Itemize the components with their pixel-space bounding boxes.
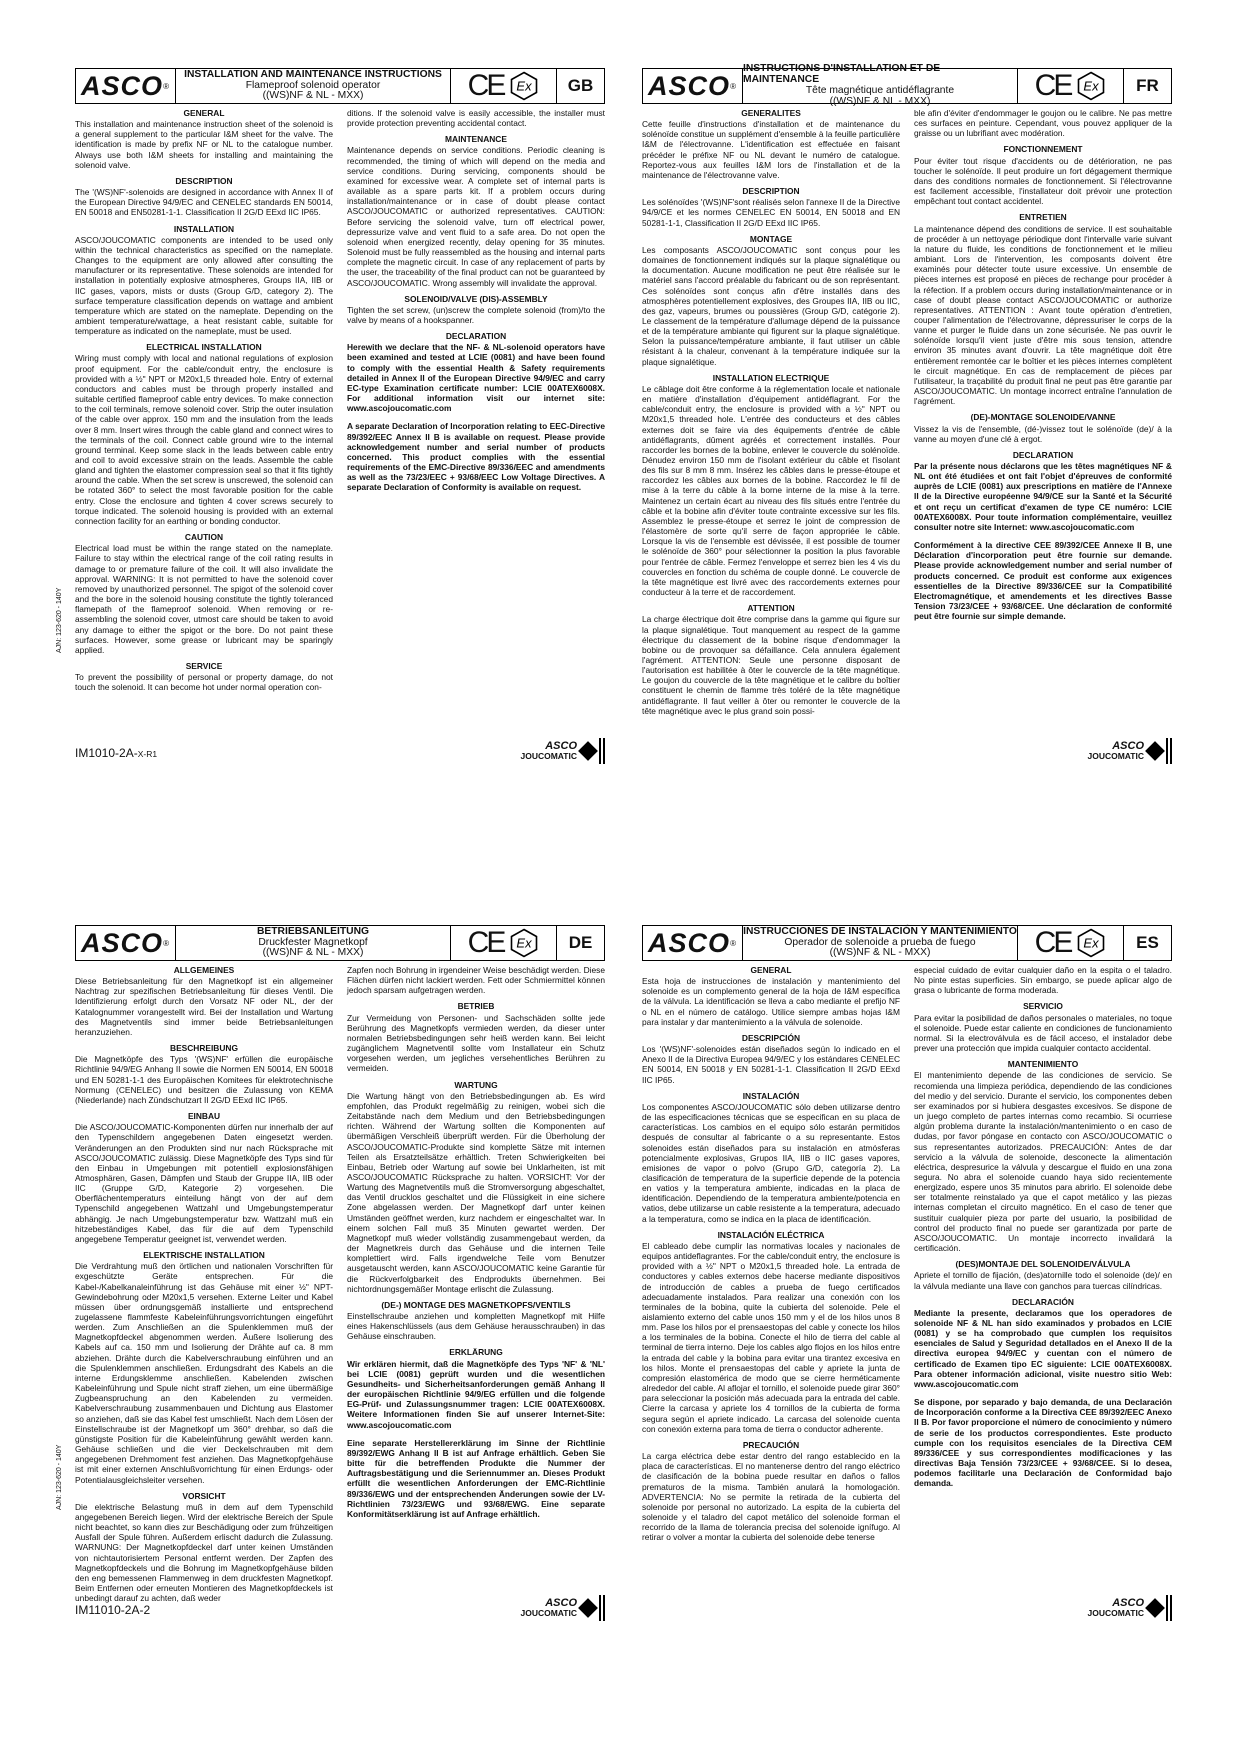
asco-logo-text: ASCO (81, 70, 164, 101)
section-heading: INSTALLATION ELECTRIQUE (712, 372, 830, 383)
body-paragraph: La charge électrique doit être comprise dans la gamme qui figure sur la plaque signalétique. Tout manquement au respect de la gamme électrique du classement de la bobine risque d'endommager la bobine ou de provoquer sa défaillance. Cela annulera également l'agrément. ATTENTION: Seule une personne disposant de l'autorisation est habilitée à ôter le couvercle de la tête magnétique. Le goujon du couvercle de la tête magnétique et le calibre du boîtier constituent le chemin de flamme très toléré de la tête magnétique antidéflagrante. Il faut veiller à ôter ou remonter le couvercle de la tête magnétique avec le plus grand soin possi- (642, 614, 900, 716)
text-columns (642, 108, 1172, 748)
registered-mark: ® (730, 938, 737, 948)
body-paragraph: This installation and maintenance instruction sheet of the solenoid is a general supplement to the particular I&M sheet for the valve. The identification is made by prefix NF or NL to the catalogue number. Always use both I&M sheets for installing and maintaining the solenoid valve. (75, 119, 333, 170)
body-paragraph: Electrical load must be within the range stated on the nameplate. Failure to stay within the electrical range of the coil rating results in damage to or premature failure of the coil. It will also invalidate the approval. WARNING: It is not permitted to have the solenoid cover removed by unauthorized personnel. The spigot of the solenoid cover and the bore in the solenoid housing constitute the tightly toleranced flamepath of the flameproof solenoid. When removing or re-assembling the solenoid cover, utmost care should be taken to avoid any damage to either the spigot or the bore. Do not paint these surfaces. However, some grease or lubricant may be sparingly applied. (75, 543, 333, 655)
text-columns (75, 965, 605, 1605)
logo-diamond-icon (1145, 741, 1165, 761)
section-heading: INSTALACIÓN (742, 1090, 800, 1101)
header-title (176, 926, 450, 960)
language-code: FR (1123, 69, 1171, 103)
quadrant-fr (642, 63, 1172, 833)
header-model: ((WS)NF & NL - MXX) (829, 947, 931, 959)
logo-asco-small: ASCO (545, 1597, 577, 1610)
ex-hexagon-icon (1076, 928, 1106, 958)
language-code: DE (556, 926, 604, 960)
doc-revision: X-R1 (137, 749, 158, 759)
text-column-2 (347, 965, 605, 1605)
quadrant-es (642, 925, 1172, 1690)
section-heading: GENERAL (183, 108, 225, 118)
certification-marks (1017, 69, 1123, 103)
registered-mark: ® (163, 81, 170, 91)
body-paragraph: Apriete el tornillo de fijación, (des)atornille todo el solenoide (de)/ en la válvula mediante una llave con ganchos para tuercas cilíndricas. (914, 1270, 1172, 1291)
joucomatic-logo-text (520, 741, 577, 761)
declaration-paragraph: Eine separate Herstellererklärung im Sinne der Richtlinie 89/392/EWG Anhang II B ist auf Anfrage erhältlich. Geben Sie bitte für die betreffenden Produkte die Nummer der Auftragsbestätigung und die Seriennummer an. Dieses Produkt erfüllt die wesentlichen Anforderungen der EMC-Richtlinie 89/336/EWG und der entsprechenden Änderungen sowie der LV-Richtlinien 73/23/EWG und 93/68/EWG. Eine separate Konformitätserklärung ist auf Anfrage erhältlich. (347, 1437, 605, 1519)
vertical-code: AJN: 123-620 - 140Y (56, 1444, 63, 1510)
header-subtitle: Tête magnétique antidéflagrante (805, 85, 955, 96)
section-heading: (DES)MONTAJE DEL SOLENOIDE/VÁLVULA (955, 1259, 1131, 1270)
declaration-paragraph: Herewith we declare that the NF- & NL-solenoid operators have been examined and tested at LCIE (0081) and have been found to comply with the essential Health & Safety requirements detailed in Annex II of the European Directive 94/9/EC and carry EC-type Examination certificate number: LCIE 00ATEX6008X. For additional information visit our internet site: www.ascojoucomatic.com (347, 342, 605, 414)
header-title (176, 69, 450, 103)
joucomatic-logo (1087, 738, 1172, 764)
declaration-paragraph: Conformément à la directive CEE 89/392/CEE Annexe II B, une Déclaration d'incorporation peut être fournie sur demande. Please provide acknowledgement number and serial number of products concerned. Ce produit est conforme aux exigences essentielles de la Directive 89/336/CEE sur la Compatibilité Electromagnétique, et amendements et les directives Basse Tension 73/23/CEE + 93/68/CEE. Une déclaration de conformité peut être fournie sur simple demande. (914, 540, 1172, 622)
header-title-main: BETRIEBSANLEITUNG (256, 925, 370, 937)
ex-mark-text: Ex (1083, 935, 1099, 951)
section-heading: BESCHREIBUNG (170, 1043, 238, 1054)
section-heading: DECLARATION (445, 331, 507, 342)
logo-bars-icon (599, 1595, 605, 1621)
section-heading: MONTAGE (749, 233, 793, 244)
text-column-2 (914, 108, 1172, 748)
ex-hexagon-icon (509, 928, 539, 958)
ex-mark-text: Ex (516, 78, 532, 94)
doc-number: IM11010-2A-2 (75, 1603, 151, 1617)
body-paragraph: Maintenance depends on service conditions. Periodic cleaning is recommended, the timing of which will depend on the media and service conditions. During servicing, components should be examined for excessive wear. A complete set of internal parts is available as a spare parts kit. If a problem occurs during installation/maintenance or in case of doubt please contact ASCO/JOUCOMATIC or authorized representatives. CAUTION: Before servicing the solenoid valve, turn off electrical power, depressurize valve and vent fluid to a safe area. Do not open the solenoid when energized recently, delay opening for 35 minutes. Solenoid must be fully reassembled as the housing and internal parts complete the magnetic circuit. In case of any replacement of parts by the user, the traceability of the final product can not be guaranteed by ASCO/JOUCOMATIC. Wrong assembly will invalidate the approval. (347, 145, 605, 288)
footer (75, 738, 605, 768)
ce-mark-icon: CE (1034, 69, 1071, 102)
body-paragraph: Die Verdrahtung muß den örtlichen und nationalen Vorschriften für exgeschützte Geräte entsprechen. Für die Kabel-/Kabelkanaleinführung ist das Gehäuse mit einer ½" NPT-Gewindebohrung oder M20x1,5 versehen. Externe Leiter und Kabel müssen über ordnungsgemäß installierte und entsprechend zugelassene flammfeste Kabeleinführungsvorrichtungen eingeführt werden. Zum Anschließen an die Spulenklemmen muß der Magnetkopfdeckel abgenommen werden. Äußere Isolierung des Kabels auf ca. 150 mm und Isolierung der Drähte auf ca. 8 mm abziehen. Drähte durch die Kabelverschraubung einführen und an die Spulenklemmen anschließen. Erdungsdraht des Kabels an die interne Erdungsklemme anschließen. Kabelenden zwischen Kabeleinführung und Spule nicht straff ziehen, um eine übermäßige Zugbeanspruchung an den Kabelenden zu vermeiden. Kabelverschraubung zusammenbauen und Dichtung aus Elastomer so anziehen, daß sie das Kabel fest umschließt. Nach dem Lösen der Einstellschraube ist der Magnetkopf um 360° drehbar, so daß die günstigste Position für die Kabeleinführung gewählt werden kann. Gehäuse schließen und die vier Deckelschrauben mit dem angegebenen Drehmoment fest anziehen. Das Magnetkopfgehäuse ist mit einer externen Anschlußvorrichtung für einen Erdungs- oder Potentialausgleichsleiter versehen. (75, 1261, 333, 1485)
section-heading: WARTUNG (454, 1079, 498, 1090)
declaration-paragraph: Se dispone, por separado y bajo demanda, de una Declaración de Incorporación conforme a la Directiva CEE 89/392/EEC Anexo II B. Por favor proporcione el número de conocimiento y número de serie de los productos correspondientes. Este producto cumple con los requisitos esenciales de la Directiva CEM 89/336/CEE y sus correspondientes modificaciones y las directivas Baja Tensión 73/23/CEE + 93/68/CEE. Si lo desea, podemos facilitarle una Declaración de Conformidad bajo demanda. (914, 1397, 1172, 1489)
text-column-2 (347, 108, 605, 748)
declaration-paragraph: A separate Declaration of Incorporation relating to EEC-Directive 89/392/EEC Annex II B is available on request. Please provide acknowledgement number and serial number of products concerned. This product complies with the essential requirements of the EMC-Directive 89/336/EEC and amendments as well as the 73/23/EEC + 93/68/EEC Low Voltage Directives. A separate Declaration of Conformity is available on request. (347, 421, 605, 493)
header-title-main: INSTRUCCIONES DE INSTALACIÓN Y MANTENIMIENTO (743, 925, 1017, 937)
text-column-1 (642, 108, 900, 748)
declaration-paragraph: Par la présente nous déclarons que les têtes magnétiques NF & NL ont été étudiées et ont fait l'objet d'épreuves de conformité auprès de LCIE (0081) aux prescriptions en matière de l'Annexe II de la Directive européenne 94/9/CE sur la Santé et la Sécurité et ont reçu un certificat d'examen de type CE numéro: LCIE 00ATEX6008X. Pour toute information complémentaire, veuillez consulter notre site Internet: www.ascojoucomatic.com (914, 461, 1172, 532)
body-paragraph: Cette feuille d'instructions d'installation et de maintenance du solénoïde constitue un supplément d'ensemble à la feuille particulière I&M de l'électrovanne. L'identification est effectuée en faisant précéder le préfixe NF ou NL devant le numéro de catalogue. Reportez-vous aux feuilles I&M lors de l'installation et de la maintenance de l'électrovanne valve. (642, 119, 900, 180)
logo-joucomatic: JOUCOMATIC (1087, 751, 1144, 762)
logo-diamond-icon (578, 1598, 598, 1618)
text-columns (642, 965, 1172, 1605)
document-reference (75, 746, 157, 760)
section-heading: SERVICE (185, 660, 223, 671)
footer (642, 738, 1172, 768)
joucomatic-logo (1087, 1595, 1172, 1621)
section-heading: DESCRIPTION (742, 186, 800, 197)
section-heading: ATTENTION (747, 603, 795, 614)
asco-logo (76, 926, 176, 960)
logo-bars-icon (1166, 738, 1172, 764)
section-heading: INSTALACIÓN ELÉCTRICA (717, 1229, 825, 1240)
header-title (743, 926, 1017, 960)
header-box (642, 63, 1172, 107)
section-heading: SERVICIO (1023, 1001, 1063, 1012)
body-paragraph: Wiring must comply with local and national regulations of explosion proof equipment. For the cable/conduit entry, the enclosure is provided with a ½" NPT or M20x1,5 threaded hole. Entry of external conductors and cables must be through properly installed and suitable certified flameproof cable entry devices. To make connection to the coil terminals, remove solenoid cover. Strip the outer insulation of the cable over approx. 150 mm and the insulation from the leads over 8 mm. Insert wires through the cable gland and connect wires to the terminals of the coil. Connect cable ground wire to the internal ground terminal. Keep some slack in the leads between cable entry and coil to avoid excessive strain on the leads. Assemble the cable gland and tighten the elastomer compression seal so that it fits tightly around the cable. When the set screw is unscrewed, the solenoid can be rotated 360° to select the most favorable position for the cable entry. Close the enclosure and tighten 4 cover screws securely to torque indicated. The solenoid housing is provided with an external connection facility for an earthing or bonding conductor. (75, 353, 333, 526)
body-paragraph: ASCO/JOUCOMATIC components are intended to be used only within the technical characteristics as specified on the nameplate. Changes to the equipment are only allowed after consulting the manufacturer or its representative. These solenoids are intended for installation in potentially explosive atmospheres, Groups IIA, IIB or IIC gases, vapors, mists or dusts (Group G/D, category 2). The surface temperature classification depends on wattage and ambient temperature which are stated on the nameplate. Depending on the ambient temperature/wattage, a heat resistant cable, suitable for temperature as indicated on the nameplate, must be used. (75, 234, 333, 337)
header-box (75, 68, 605, 104)
header-title-main: INSTALLATION AND MAINTENANCE INSTRUCTIONS (184, 68, 442, 80)
text-columns (75, 108, 605, 748)
header-subtitle: Flameproof solenoid operator (245, 79, 381, 91)
logo-joucomatic: JOUCOMATIC (520, 1608, 577, 1619)
body-paragraph: Les solénoïdes '(WS)NF'sont réalisés selon l'annexe II de la Directive 94/9/CE et les normes CENELEC EN 50014, EN 50018 and EN 50281-1-1, Classification II 2G/D EExd IIC IP65. (642, 197, 900, 228)
document-reference (75, 1603, 150, 1617)
section-heading: FONCTIONNEMENT (1003, 144, 1083, 155)
section-heading: INSTALLATION (173, 223, 235, 234)
logo-diamond-icon (1145, 1598, 1165, 1618)
section-heading: MANTENIMIENTO (1007, 1059, 1079, 1070)
asco-logo (76, 69, 176, 103)
section-heading: DECLARACIÓN (1012, 1296, 1074, 1307)
body-paragraph: The '(WS)NF'-solenoids are designed in accordance with Annex II of the European Directive 94/9/EC and CENELEC standards EN 50014, EN 50018 and EN50281-1-1. Classification II 2G/D EExd IIC IP65. (75, 187, 333, 218)
body-paragraph: Pour éviter tout risque d'accidents ou de détérioration, ne pas toucher le solénoïde. Il peut produire un fort dégagement thermique dans des conditions normales de fonctionnement. Si l'électrovanne est facilement accessible, l'installateur doit prévoir une protection empêchant tout contact accidentel. (914, 155, 1172, 207)
section-heading: MAINTENANCE (445, 134, 507, 145)
ex-hexagon-icon (509, 71, 539, 101)
body-paragraph: ditions. If the solenoid valve is easily accessible, the installer must provide protection preventing accidental contact. (347, 108, 605, 129)
section-heading: ELEKTRISCHE INSTALLATION (143, 1250, 265, 1261)
body-paragraph: El mantenimiento depende de las condiciones de servicio. Se recomienda una limpieza periódica, dependiendo de las condiciones del medio y del servicio. Durante el servicio, los componentes deben ser examinados por si hubiera desgastes excesivos. Se dispone de un juego completo de partes internas como recambio. Si ocurriese algún problema durante la instalación/mantenimiento o en caso de dudas, por favor póngase en contacto con ASCO/JOUCOMATIC o sus representantes autorizados. PRECAUCIÓN: Antes de dar servicio a la válvula de solenoide, desconecte la alimentación eléctrica, despresurice la válvula y descargue el fluido en una zona segura. No abra el solenoide cuando haya sido recientemente energizado, espere unos 35 minutos para abrirlo. El solenoide debe ser totalmente reinstalado ya que el capot metálico y las piezas internas completan el circuito magnético. En el caso de tener que sustituir cualquier pieza por parte del usuario, la posibilidad de control del producto final no puede ser garantizada por parte de ASCO/JOUCOMATIC. Un montaje incorrecto invalidará la certificación. (914, 1070, 1172, 1254)
body-paragraph: Zapfen noch Bohrung in irgendeiner Weise beschädigt werden. Diese Flächen dürfen nicht lackiert werden. Fett oder Schmiermittel können jedoch sparsam aufgetragen werden. (347, 965, 605, 996)
section-heading: SOLENOID/VALVE (DIS)-ASSEMBLY (404, 293, 548, 304)
logo-asco-small: ASCO (1112, 740, 1144, 753)
asco-logo (643, 926, 743, 960)
body-paragraph: Zur Vermeidung von Personen- und Sachschäden sollte jede Berührung des Magnetkopfs vermieden werden, da dieser unter normalen Betriebsbedingungen sehr heiß werden kann. Bei leicht zugänglichem Magnetventil sollte vom Installateur ein Schutz vorgesehen werden, um jegliches versehentliches Berühren zu vermeiden. (347, 1012, 605, 1074)
vertical-code: AJN: 123-620 - 140Y (56, 587, 63, 653)
header-subtitle: Druckfester Magnetkopf (258, 936, 368, 948)
section-heading: DESCRIPCIÓN (741, 1032, 801, 1043)
doc-number: IM1010-2A- (75, 746, 138, 760)
joucomatic-logo-text (1087, 741, 1144, 761)
section-heading: EINBAU (187, 1111, 221, 1122)
logo-bars-icon (1166, 1595, 1172, 1621)
section-heading: DESCRIPTION (175, 175, 233, 186)
logo-diamond-icon (578, 741, 598, 761)
header-model: ((WS)NF & NL - MXX) (262, 947, 364, 959)
text-column-1 (642, 965, 900, 1605)
asco-logo (643, 69, 743, 103)
logo-joucomatic: JOUCOMATIC (1087, 1608, 1144, 1619)
body-paragraph: Los '(WS)NF'-solenoides están diseñados según lo indicado en el Anexo II de la Directiva Europea 94/9/EC y los estándares CENELEC EN 50014, EN 50018 y EN 50281-1-1. Classification II 2G/D EExd IIC IP65. (642, 1044, 900, 1085)
body-paragraph: Einstellschraube anziehen und kompletten Magnetkopf mit Hilfe eines Hakenschlüssels (aus dem Gehäuse herausschrauben) in das Gehäuse einschrauben. (347, 1311, 605, 1342)
footer (75, 1595, 605, 1625)
section-heading: GENERAL (750, 965, 792, 975)
header-title-main: INSTRUCTIONS D'INSTALLATION ET DE MAINTENANCE (743, 63, 941, 86)
text-column-1 (75, 108, 333, 748)
section-heading: (DE-) MONTAGE DES MAGNETKOPFS/VENTILS (381, 1299, 571, 1310)
header-box (642, 925, 1172, 961)
body-paragraph: Die Magnetköpfe des Typs '(WS)NF' erfüllen die europäische Richtlinie 94/9/EG Anhang II sowie die Normen EN 50014, EN 50018 und EN 50281-1-1 des Europäischen Komitees für elektrotechnische Normung (CENELEC) und besitzen die Zulassung von KEMA (Niederlande) nach Zündschutzart II 2G/D EExd IIC IP65. (75, 1054, 333, 1105)
language-code: ES (1123, 926, 1171, 960)
text-column-1 (75, 965, 333, 1605)
body-paragraph: Le câblage doit être conforme à la réglementation locale et nationale en matière d'installation d'équipement antidéflagrant. For the cable/conduit entry, the enclosure is provided with a ½" NPT ou M20x1,5 threaded hole. L'entrée des conducteurs et des câbles externes doit se faire via des équipements d'entrée de câble antidéflagrants, dûment agréés et correctement installés. Pour raccorder les bornes de la bobine, enlever le couvercle du solénoïde. Dénudez environ 150 mm de l'isolant extérieur du câble et l'isolant des fils sur 8 mm 8 mm. Insérez les câbles dans le presse-étoupe et raccordez les câbles aux bornes de la bobine. Raccordez le fil de mise à la terre du câble à la borne interne de la mise à la terre. Maintenez un certain écart au niveau des fils situés entre l'entrée du câble et la bobine afin d'éviter toute contrainte excessive sur les fils. Assemblez le presse-étoupe et serrez le joint de compression de l'élastomère de sorte qu'il serre de façon appropriée le câble. Lorsque la vis de l'ensemble est dévissée, il est possible de tourner le solénoïde de 360° pour sélectionner la position la plus favorable pour l'entrée de câble. Fermez l'enveloppe et serrez bien les 4 vis du couvercles en fonction du schéma de couple donné. Le couvercle de la tête magnétique est livré avec des raccordements externes pour conducteur à la terre et de raccordement. (642, 383, 900, 598)
language-code: GB (556, 69, 604, 103)
body-paragraph: Esta hoja de instrucciones de instalación y mantenimiento del solenoide es un complemento general de la hoja de I&M específica de la válvula. La identificación se lleva a cabo mediante el prefijo NF o NL en el número de catálogo. Utilice siempre ambas hojas I&M para instalar y dar mantenimiento a la válvula de solenoide. (642, 976, 900, 1027)
body-paragraph: Diese Betriebsanleitung für den Magnetkopf ist ein allgemeiner Nachtrag zur spezifischen Betriebsanleitung für dieses Ventil. Die Identifizierung erfolgt durch den Vorsatz NF oder NL, der der Katalognummer vorangestellt wird. Bei der Installation und Wartung des Magnetventils sind immer beide Betriebsanleitungen heranzuziehen. (75, 976, 333, 1037)
body-paragraph: Die ASCO/JOUCOMATIC-Komponenten dürfen nur innerhalb der auf den Typenschildern angegebenen Daten eingesetzt werden. Veränderungen an den Produkten sind nur nach Rücksprache mit ASCO/JOUCOMATIC zulässig. Diese Magnetköpfe des Typs sind für den Einbau in Umgebungen mit potentiell explosionsfähigen Atmosphären, Gasen, Dämpfen und Staub der Gruppe IIA, IIB oder IIC (Gruppe G/D, Kategorie 2) vorgesehen. Die Oberflächentemperaturs einteilung hängt von der auf dem Typenschild angegebenen Wattzahl und Umgebungstemperatur abhängig. Je nach Umgebungstemperatur bzw. Wattzahl muß ein hitzebeständiges Kabel, das für die auf dem Typenschild angegebene Temperatur geeignet ist, verwendet werden. (75, 1122, 333, 1244)
asco-logo-text: ASCO (648, 927, 731, 958)
body-paragraph: Vissez la vis de l'ensemble, (dé-)vissez tout le solénoïde (de)/ à la vanne au moyen d'une clé à ergot. (914, 423, 1172, 444)
ex-mark-text: Ex (516, 935, 532, 951)
declaration-paragraph: Mediante la presente, declaramos que los operadores de solenoide NF & NL han sido examinados y probados en LCIE (0081) y se ha comprobado que cumplen los requisitos esenciales de Salud y Seguridad detallados en el Anexo II de la directiva europea 94/9/EC y cuentan con el número de certificado de Examen tipo EC siguiente: LCIE 00ATEX6008X. Para obtener información adicional, visite nuestro sitio Web: www.ascojoucomatic.com (914, 1307, 1172, 1389)
ce-mark-icon: CE (467, 69, 504, 102)
certification-marks (450, 69, 556, 103)
logo-asco-small: ASCO (1112, 1597, 1144, 1610)
body-paragraph: Tighten the set screw, (un)screw the complete solenoid (from)/to the valve by means of a hookspanner. (347, 304, 605, 325)
text-column-2 (914, 965, 1172, 1605)
section-heading: ERKLÄRUNG (449, 1347, 503, 1358)
body-paragraph: Los componentes ASCO/JOUCOMATIC sólo deben utilizarse dentro de las especificaciones técnicas que se especifican en su placa de características. Los cambios en el equipo sólo estarán permitidos después de consultar al fabricante o a su representante. Estos solenoides están diseñados para su instalación en atmósferas potencialmente explosivas, Grupos IIA, IIB o IIC gases vapores, emisiones de vapor o polvo (Grupo G/D, categoría 2). La clasificación de temperatura de la superficie depende de la potencia en vatios y la temperatura ambiente, indicadas en la placa de identificación. Dependiendo de la temperatura ambiente/potencia en vatios, debe utilizarse un cable resistente a la temperatura, adecuado a la temperatura, como se indica en la placa de identificación. (642, 1101, 900, 1224)
body-paragraph: Die Wartung hängt von den Betriebsbedingungen ab. Es wird empfohlen, das Produkt regelmäßig zu reinigen, wobei sich die Zeitabstände nach dem Medium und den Betriebsbedingungen richten. Während der Wartung sollten die Komponenten auf übermäßigen Verschleiß überprüft werden. Für die Überholung der ASCO/JOUCOMATIC-Produkte sind komplette Sätze mit internen Teilen als Ersatzteilsätze erhältlich. Treten Schwierigkeiten bei Einbau, Betrieb oder Wartung auf sowie bei Unklarheiten, ist mit ASCO/JOUCOMATIC Rücksprache zu halten. VORSICHT: Vor der Wartung des Magnetventils muß die Stromversorgung abgeschaltet, das Ventil drucklos geschaltet und die Flüssigkeit in eine sichere Zone abgelassen werden. Der Magnetkopf darf unter keinen Umständen geöffnet werden, kurz nachdem er eingeschaltet war. In einem solchen Fall muß 35 Minuten gewartet werden. Der Magnetkopf muß wieder vollständig zusammengebaut werden, da der Magnetkreis durch das Gehäuse und die internen Teile komplettiert wird. Falls irgendwelche Teile vom Benutzer ausgetauscht werden, kann ASCO/JOUCOMATIC keine Garantie für die Rückverfolgbarkeit des Endprodukts übernehmen. Bei nichtordnungsgemäßer Montage erlischt die Zulassung. (347, 1090, 605, 1294)
asco-logo-text: ASCO (81, 927, 164, 958)
section-heading: ALLGEMEINES (173, 965, 235, 975)
certification-marks (450, 926, 556, 960)
body-paragraph: Die elektrische Belastung muß in dem auf dem Typenschild angegebenen Bereich liegen. Wird der elektrische Bereich der Spule nicht beachtet, so kann dies zur Beschädigung oder zum frühzeitigen Ausfall der Spule führen. Außerdem erlischt dadurch die Zulassung. WARNUNG: Der Magnetkopfdeckel darf unter keinen Umständen von nichtautorisiertem Personal entfernt werden. Der Zapfen des Magnetkopfdeckels und die Bohrung im Magnetkopfgehäuse bilden den eng bemessenen Flammenweg in dem druckfesten Magnetkopf. Beim Entfernen oder erneuten Montieren des Magnetkopfdeckels ist unbedingt darauf zu achten, daß weder (75, 1501, 333, 1604)
asco-logo-text: ASCO (648, 70, 731, 101)
section-heading: (DE)-MONTAGE SOLENOIDE/VANNE (970, 412, 1116, 423)
joucomatic-logo-text (520, 1598, 577, 1618)
certification-marks (1017, 926, 1123, 960)
section-heading: PRECAUCIÓN (742, 1439, 800, 1450)
body-paragraph: La maintenance dépend des conditions de service. Il est souhaitable de procéder à un nettoyage périodique dont l'intervalle varie suivant la nature du fluide, les conditions de fonctionnement et le milieu ambiant. Lors de l'intervention, les composants doivent être examinés pour détecter toute usure excessive. Un ensemble de pièces internes est proposé en pièces de rechange pour procéder à la réfection. If a problem occurs during installation/maintenance or in case of doubt please contact ASCO/JOUCOMATIC or authorize representatives. ATTENTION : Avant toute opération d'entretien, couper l'alimentation de l'électrovanne, dépressuriser le corps de la vanne et purger le fluide dans un zone sécurisée. Ne pas ouvrir le solénoïde lorsqu'il vient juste d'être mis sous tension, attendre environ 35 minutes avant d'ouvrir. La tête magnétique doit être entièrement remontée car le boîtier et les pièces internes complètent le circuit magnétique. En cas de remplacement de pièces par l'utilisateur, la traçabilité du produit final ne peut pas être garantie par ASCO/JOUCOMATIC. Un montage incorrect entraîne l'annulation de l'agrément. (914, 223, 1172, 407)
body-paragraph: Les composants ASCO/JOUCOMATIC sont conçus pour les domaines de fonctionnement indiqués sur la plaque signalétique ou la documentation. Aucune modification ne peut être réalisée sur le matériel sans l'accord préalable du fabricant ou de son représentant. Ces solénoïdes sont conçus afin d'être installés dans des atmosphères potentiellement explosives, des Groupes IIA, IIB ou IIC, des gaz, vapeurs, brumes ou poussières (Group G/D, catégorie 2). Le classement de la température d'allumage dépend de la puissance et de la température ambiante qui figurent sur la plaque signalétique. Selon la puissance/température ambiante, il faut utiliser un câble résistant à la chaleur, convenant à la température indiquée sur la plaque signalétique. (642, 244, 900, 367)
logo-asco-small: ASCO (545, 740, 577, 753)
joucomatic-logo-text (1087, 1598, 1144, 1618)
ce-mark-icon: CE (1034, 926, 1071, 959)
body-paragraph: To prevent the possibility of personal or property damage, do not touch the solenoid. It can become hot under normal operation con- (75, 672, 333, 693)
section-heading: VORSICHT (182, 1490, 226, 1501)
body-paragraph: La carga eléctrica debe estar dentro del rango establecido en la placa de características. El no mantenerse dentro del rango eléctrico de clasificación de la bobina puede resultar en daños o fallos prematuros de la misma. También anulará la homologación. ADVERTENCIA: No se permite la retirada de la cubierta del solenoide por personal no autorizado. La espita de la cubierta del solenoide y el taladro del capot metálico del solenoide forman el recorrido de la llama de tolerancia precisa del solenoide ignífugo. Al retirar o volver a montar la cubierta del solenoide debe tenerse (642, 1451, 900, 1543)
body-paragraph: especial cuidado de evitar cualquier daño en la espita o el taladro. No pinte estas superficies. Sin embargo, se puede aplicar algo de grasa o lubricante de forma moderada. (914, 965, 1172, 996)
section-heading: GENERALITES (741, 108, 801, 118)
section-heading: DECLARATION (1012, 449, 1074, 460)
section-heading: BETRIEB (457, 1001, 495, 1012)
header-box (75, 925, 605, 961)
header-title (743, 63, 1017, 107)
section-heading: CAUTION (184, 532, 224, 543)
logo-joucomatic: JOUCOMATIC (520, 751, 577, 762)
registered-mark: ® (163, 938, 170, 948)
footer (642, 1595, 1172, 1625)
ce-mark-icon: CE (467, 926, 504, 959)
joucomatic-logo (520, 738, 605, 764)
section-heading: ENTRETIEN (1019, 212, 1067, 223)
quadrant-de (56, 925, 605, 1690)
header-model: ((WS)NF & NL - MXX) (829, 95, 931, 107)
body-paragraph: ble afin d'éviter d'endommager le goujon ou le calibre. Ne pas mettre ces surfaces en peinture. Cependant, vous pouvez appliquer de la graisse ou un lubrifiant avec modération. (914, 108, 1172, 139)
body-paragraph: El cableado debe cumplir las normativas locales y nacionales de equipos antideflagrantes. For the cable/conduit entry, the enclosure is provided with a ½" NPT o M20x1,5 threaded hole. La entrada de conductores y cables externos debe hacerse mediante dispositivos de introducción de cables a prueba de fuego certificados adecuadamente instalados. Para realizar una conexión con los terminales de la bobina, quite la cubierta del solenoide. Pele el aislamiento externo del cable unos 150 mm y el de los hilos unos 8 mm. Pase los hilos por el prensaestopas del cable y conecte los hilos a los terminales de la bobina. Conecte el hilo de tierra del cable al terminal de tierra interno. Deje los cables algo flojos en los hilos entre la entrada del cable y la bobina para evitar una tirantez excesiva en los hilos. Monte el prensaestopas del cable y apriete la junta de compresión elastomérica de modo que se cierre herméticamente alrededor del cable. Al aflojar el tornillo, el solenoide puede girar 360° para seleccionar la posición más adecuada para la entrada del cable. Cierre la carcasa y apriete los 4 tornillos de la cubierta de forma segura según el apriete indicado. La carcasa del solenoide cuenta con conexión externa para toma de tierra o conductor adherente. (642, 1240, 900, 1434)
registered-mark: ® (730, 81, 737, 91)
ex-mark-text: Ex (1083, 78, 1099, 94)
logo-bars-icon (599, 738, 605, 764)
joucomatic-logo (520, 1595, 605, 1621)
declaration-paragraph: Wir erklären hiermit, daß die Magnetköpfe des Typs 'NF' & 'NL' bei LCIE (0081) geprüft wurden und die wesentlichen Gesundheits- und Sicherheitsanforderungen gemäß Anhang II der europäischen Richtlinie 94/9/EG erfüllen und die folgende EG-Prüf- und Zulassungsnummer tragen: LCIE 00ATEX6008X. Weitere Informationen finden Sie auf unserer Internet-Site: www.ascojoucomatic.com (347, 1358, 605, 1430)
body-paragraph: Para evitar la posibilidad de daños personales o materiales, no toque el solenoide. Puede estar caliente en condiciones de funcionamiento normal. Si la electroválvula es de fácil acceso, el instalador debe prever una protección que impida cualquier contacto accidental. (914, 1012, 1172, 1054)
ex-hexagon-icon (1076, 71, 1106, 101)
header-subtitle: Operador de solenoide a prueba de fuego (784, 936, 976, 948)
header-model: ((WS)NF & NL - MXX) (262, 90, 364, 102)
quadrant-gb (56, 68, 605, 833)
section-heading: ELECTRICAL INSTALLATION (146, 342, 262, 353)
